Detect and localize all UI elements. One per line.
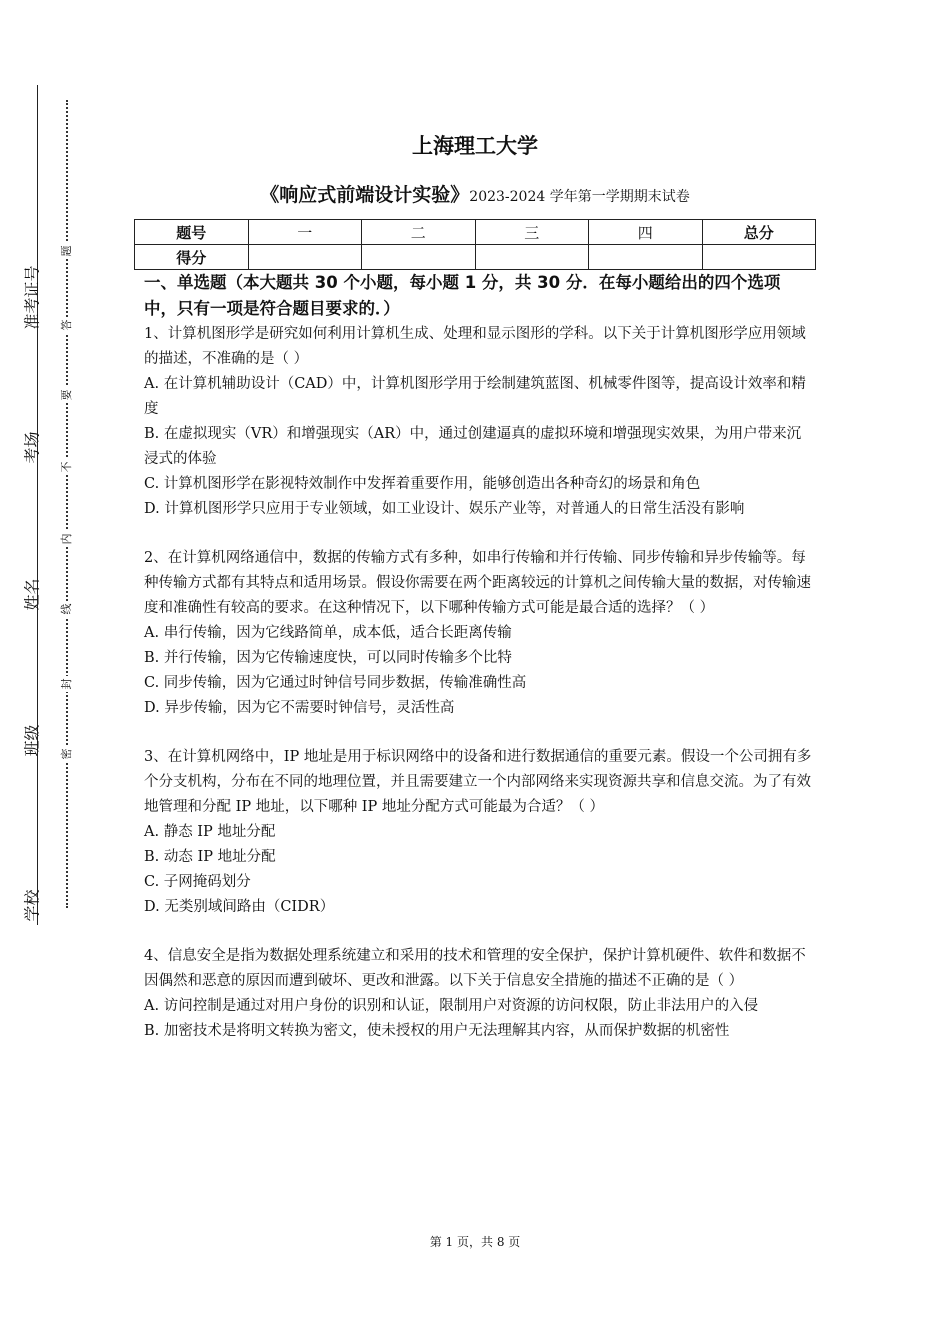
score-table-header-row: [135, 220, 816, 245]
page-footer: 第 1 页，共 8 页: [429, 1235, 521, 1249]
score-table: [134, 219, 816, 270]
seal-char: 答: [60, 317, 74, 333]
score-input-cell[interactable]: [362, 245, 476, 270]
binding-line: [37, 85, 38, 925]
exam-title: [0, 180, 950, 207]
question-stem: 1、计算机图形学是研究如何利用计算机生成、处理和显示图形的学科。以下关于计算机图形学应用领域的描述，不准确的是（ ）: [144, 326, 806, 367]
course-name: 《响应式前端设计实验》: [260, 184, 470, 206]
label-exam-number: 准考证号: [22, 265, 42, 330]
seal-dotted-line: [66, 100, 68, 908]
question-option: D. 异步传输，因为它不需要时钟信号，灵活性高: [144, 700, 455, 716]
question-option: C. 同步传输，因为它通过时钟信号同步数据，传输准确性高: [144, 675, 527, 691]
question-stem: 4、信息安全是指为数据处理系统建立和采用的技术和管理的安全保护，保护计算机硬件、软件和数据不因偶然和恶意的原因而遭到破坏、更改和泄露。以下关于信息安全措施的描述不正确的是（ ）: [144, 948, 806, 989]
seal-char: 内: [60, 531, 74, 547]
seal-char: 不: [60, 459, 74, 475]
label-school: 学校: [22, 889, 42, 922]
school-name: 上海理工大学: [412, 134, 538, 158]
score-cell: 二: [362, 220, 476, 245]
score-input-cell[interactable]: [589, 245, 703, 270]
question-option: C. 计算机图形学在影视特效制作中发挥着重要作用，能够创造出各种奇幻的场景和角色: [144, 476, 701, 492]
exam-content: [144, 270, 812, 1044]
question-option: B. 动态 IP 地址分配: [144, 849, 276, 865]
question-option: A. 静态 IP 地址分配: [144, 824, 276, 840]
question-option: D. 计算机图形学只应用于专业领域，如工业设计、娱乐产业等，对普通人的日常生活没有影响: [144, 501, 745, 517]
score-cell: 总分: [702, 220, 816, 245]
label-exam-room: 考场: [22, 431, 42, 464]
question-2: [144, 546, 812, 721]
score-cell: 题号: [135, 220, 249, 245]
score-input-cell[interactable]: [248, 245, 362, 270]
question-option: B. 并行传输，因为它传输速度快，可以同时传输多个比特: [144, 650, 512, 666]
question-option: B. 在虚拟现实（VR）和增强现实（AR）中，通过创建逼真的虚拟环境和增强现实效果，为用户带来沉浸式的体验: [144, 426, 802, 467]
seal-char: 题: [60, 243, 74, 259]
label-class: 班级: [22, 724, 42, 757]
score-cell: 一: [248, 220, 362, 245]
score-input-cell[interactable]: [475, 245, 589, 270]
question-option: B. 加密技术是将明文转换为密文，使未授权的用户无法理解其内容，从而保护数据的机密性: [144, 1023, 730, 1039]
score-input-cell[interactable]: [702, 245, 816, 270]
question-stem: 2、在计算机网络通信中，数据的传输方式有多种，如串行传输和并行传输、同步传输和异步传输等。每种传输方式都有其特点和适用场景。假设你需要在两个距离较远的计算机之间传输大量的数据，对传输速度和准确性有较高的要求。在这种情况下，以下哪种传输方式可能是最合适的选择？（ ）: [144, 550, 811, 616]
question-option: A. 串行传输，因为它线路简单，成本低，适合长距离传输: [144, 625, 512, 641]
question-option: C. 子网掩码划分: [144, 874, 251, 890]
question-option: A. 访问控制是通过对用户身份的识别和认证，限制用户对资源的访问权限，防止非法用户的入侵: [144, 998, 759, 1014]
exam-subtitle: 2023-2024 学年第一学期期末试卷: [469, 189, 690, 205]
question-1: [144, 322, 812, 522]
score-cell: 三: [475, 220, 589, 245]
seal-char: 线: [60, 601, 74, 617]
question-stem: 3、在计算机网络中，IP 地址是用于标识网络中的设备和进行数据通信的重要元素。假设一个公司拥有多个分支机构，分布在不同的地理位置，并且需要建立一个内部网络来实现资源共享和信息交流。为了有效地管理和分配 IP 地址，以下哪种 IP 地址分配方式可能最为合适？（ ）: [144, 749, 812, 815]
question-3: [144, 745, 812, 920]
score-cell: 四: [589, 220, 703, 245]
score-table-score-row: [135, 245, 816, 270]
score-row-label: 得分: [135, 245, 249, 270]
section-title: 一、单选题（本大题共 30 个小题，每小题 1 分，共 30 分．在每小题给出的四个选项中，只有一项是符合题目要求的．）: [144, 273, 781, 318]
label-name: 姓名: [22, 578, 42, 611]
seal-char: 要: [60, 387, 74, 403]
question-option: A. 在计算机辅助设计（CAD）中，计算机图形学用于绘制建筑蓝图、机械零件图等，提高设计效率和精度: [144, 376, 806, 417]
seal-char: 封: [60, 676, 74, 692]
question-4: [144, 944, 812, 1044]
question-option: D. 无类别域间路由（CIDR）: [144, 899, 335, 915]
seal-char: 密: [60, 746, 74, 762]
